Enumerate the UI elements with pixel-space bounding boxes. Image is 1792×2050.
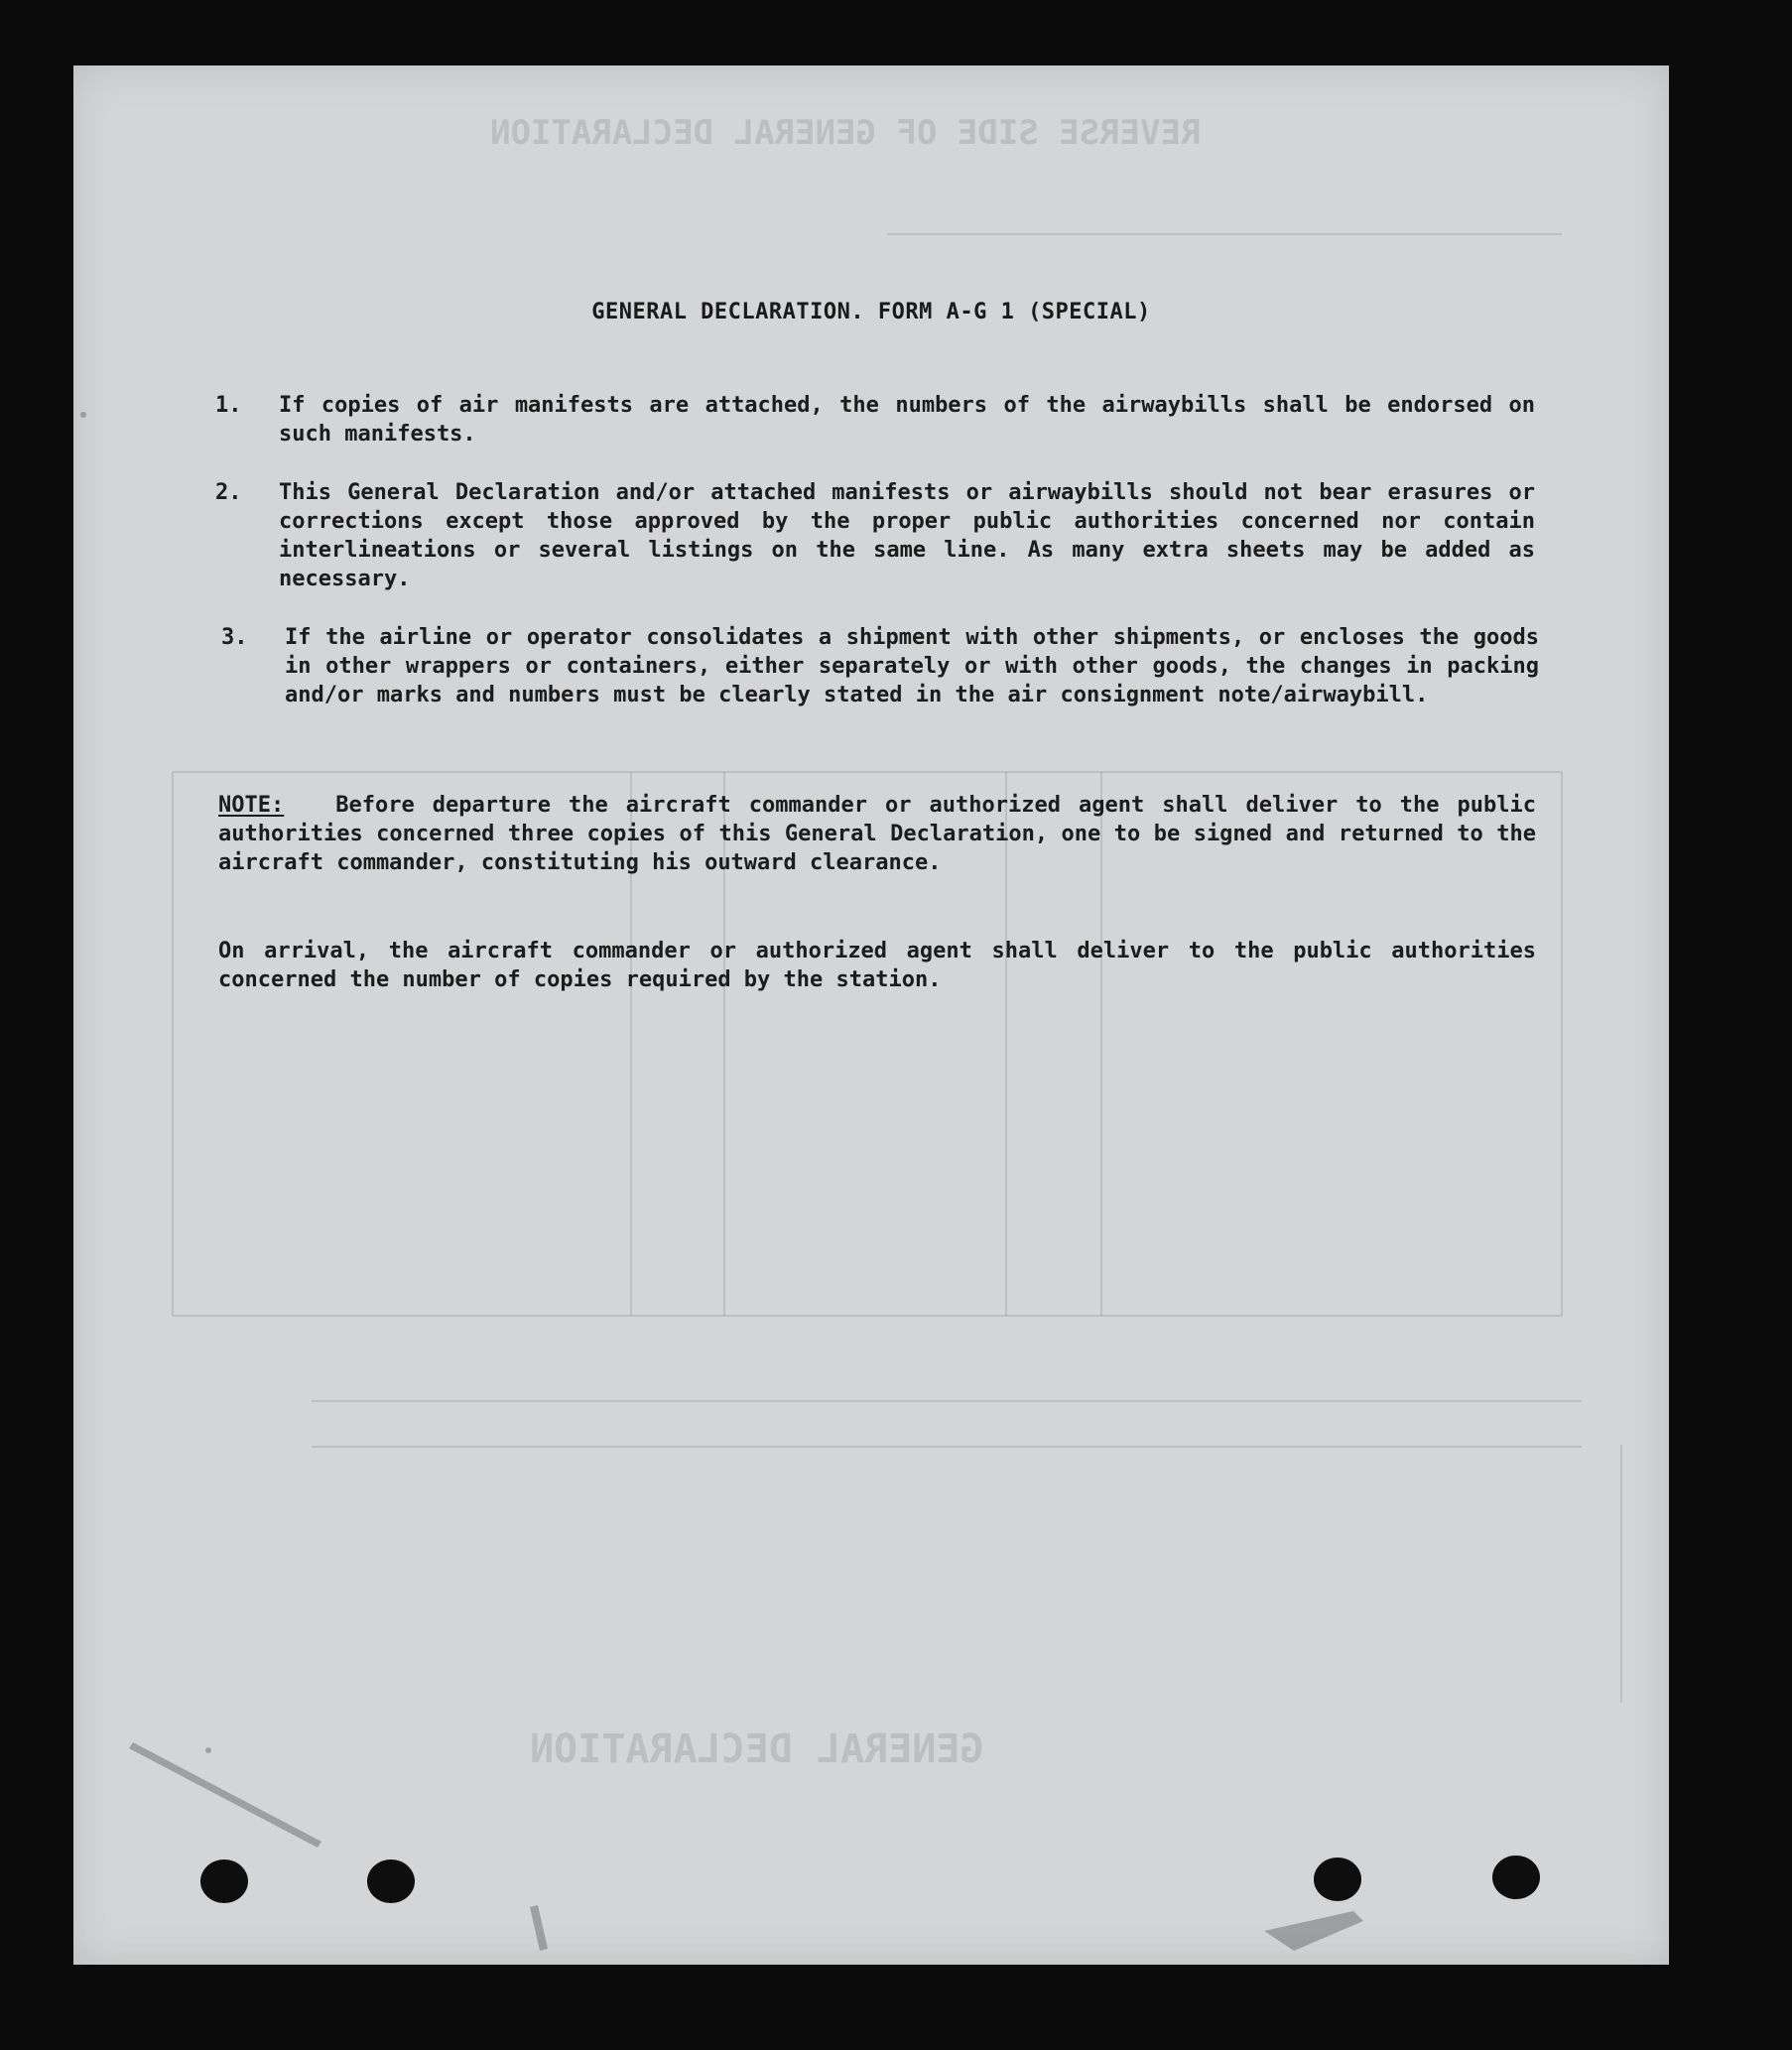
item-number: 2. bbox=[215, 480, 242, 505]
document-page bbox=[73, 65, 1669, 1965]
instruction-item-1 bbox=[215, 391, 1535, 450]
item-text: If copies of air manifests are attached, the numbers of the airwaybills shall be endorsed on such manifests. bbox=[279, 393, 1535, 447]
item-number: 1. bbox=[215, 393, 242, 418]
note-paragraph bbox=[218, 791, 1536, 877]
bleed-through-text: GENERAL DECLARATION bbox=[530, 1727, 984, 1772]
bleed-through-marks bbox=[73, 65, 1669, 1965]
punch-hole bbox=[367, 1859, 415, 1903]
punch-hole bbox=[1492, 1856, 1540, 1899]
arrival-paragraph: On arrival, the aircraft commander or authorized agent shall deliver to the public authorities concerned the number of copies required by the station. bbox=[218, 939, 1536, 992]
punch-hole bbox=[1314, 1858, 1361, 1901]
note-label: NOTE: bbox=[218, 793, 285, 818]
note-text: Before departure the aircraft commander or authorized agent shall deliver to the public authorities concerned three copies of this General Declaration, one to be signed and returned to the aircraft commander, constituting his outward clearance. bbox=[218, 793, 1536, 875]
item-number: 3. bbox=[221, 625, 248, 650]
item-text: This General Declaration and/or attached manifests or airwaybills should not bear erasures or corrections except those approved by the proper public authorities concerned nor contain interlineations or several listings on the same line. As many extra sheets may be added as necessary. bbox=[279, 480, 1535, 591]
instruction-item-2 bbox=[215, 478, 1535, 595]
item-text: If the airline or operator consolidates a shipment with other shipments, or encloses the goods in other wrappers or containers, either separately or with other goods, the changes in packing and/or marks and numbers must be clearly stated in the air consignment note/airwaybill. bbox=[285, 625, 1539, 707]
punch-hole bbox=[200, 1859, 248, 1903]
instruction-item-3 bbox=[221, 623, 1539, 740]
page-title: GENERAL DECLARATION. FORM A-G 1 (SPECIAL) bbox=[591, 300, 1151, 324]
bleed-through-text: REVERSE SIDE OF GENERAL DECLARATION bbox=[490, 113, 1202, 153]
